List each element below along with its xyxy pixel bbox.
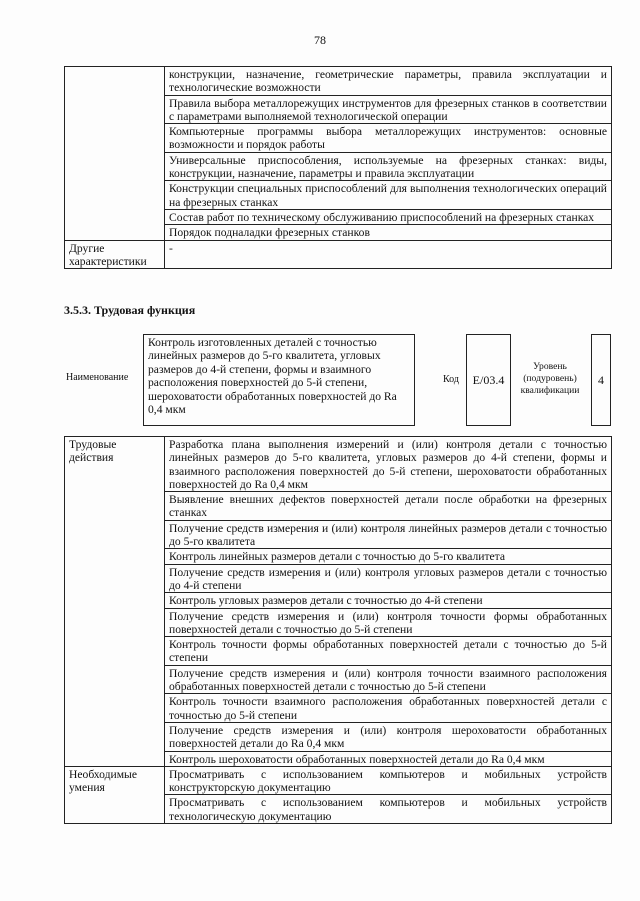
section-title: 3.5.3. Трудовая функция xyxy=(64,303,196,317)
skills-label: Необходимые умения xyxy=(65,766,165,823)
action-cell: Выявление внешних дефектов поверхностей детали после обработки на фрезерных станках xyxy=(165,492,612,521)
function-name-box: Контроль изготовленных деталей с точностью линейных размеров до 5-го квалитета, угловых размеров до 4-й степени, формы и взаимного расположения поверхностей до 5-й степени, шероховатости обработанных поверхностей до Ra 0,4 мкм xyxy=(143,334,415,426)
name-label: Наименование xyxy=(66,372,129,383)
knowledge-cell: Универсальные приспособления, используемые на фрезерных станках: виды, конструкции, назначение, параметры и правила эксплуатации xyxy=(165,152,612,181)
level-box: 4 xyxy=(591,334,611,426)
knowledge-table xyxy=(64,66,612,269)
action-cell: Получение средств измерения и (или) контроля линейных размеров детали с точностью до 5-го квалитета xyxy=(165,520,612,549)
page-number: 78 xyxy=(314,33,326,47)
action-cell: Получение средств измерения и (или) контроля угловых размеров детали с точностью до 4-й степени xyxy=(165,564,612,593)
knowledge-cell: Конструкции специальных приспособлений для выполнения технологических операций на фрезерных станках xyxy=(165,181,612,210)
level-label: Уровень (подуровень) квалификации xyxy=(520,361,580,396)
knowledge-cell: Компьютерные программы выбора металлорежущих инструментов: основные возможности и порядок работы xyxy=(165,124,612,153)
table-row xyxy=(65,766,612,795)
action-cell: Контроль линейных размеров детали с точностью до 5-го квалитета xyxy=(165,549,612,564)
action-cell: Получение средств измерения и (или) контроля точности взаимного расположения обработанных поверхностей детали с точностью до 5-й степени xyxy=(165,665,612,694)
knowledge-cell: Состав работ по техническому обслуживанию приспособлений на фрезерных станках xyxy=(165,209,612,224)
empty-label-cell xyxy=(65,67,165,241)
action-cell: Получение средств измерения и (или) контроля шероховатости обработанных поверхностей детали до Ra 0,4 мкм xyxy=(165,722,612,751)
other-characteristics-value: - xyxy=(165,240,612,269)
skill-cell: Просматривать с использованием компьютеров и мобильных устройств технологическую документацию xyxy=(165,795,612,824)
action-cell: Получение средств измерения и (или) контроля точности формы обработанных поверхностей детали с точностью до 5-й степени xyxy=(165,608,612,637)
other-characteristics-label: Другие характеристики xyxy=(65,240,165,269)
table-row xyxy=(65,240,612,269)
labor-actions-label: Трудовые действия xyxy=(65,437,165,767)
action-cell: Разработка плана выполнения измерений и (или) контроля детали с точностью линейных размеров до 5-го квалитета, угловых размеров до 4-й степени, формы и взаимного расположения поверхностей до 5-й степени, шероховатости обработанных поверхностей до Ra 0,4 мкм xyxy=(165,437,612,492)
action-cell: Контроль шероховатости обработанных поверхностей детали до Ra 0,4 мкм xyxy=(165,751,612,766)
actions-table xyxy=(64,436,612,824)
action-cell: Контроль угловых размеров детали с точностью до 4-й степени xyxy=(165,593,612,608)
knowledge-cell: конструкции, назначение, геометрические параметры, правила эксплуатации и технологические возможности xyxy=(165,67,612,96)
table-row xyxy=(65,437,612,492)
knowledge-cell: Правила выбора металлорежущих инструментов для фрезерных станков в соответствии с параметрами выполняемой технологической операции xyxy=(165,95,612,124)
code-box: E/03.4 xyxy=(466,334,511,426)
code-label: Код xyxy=(443,374,459,385)
action-cell: Контроль точности формы обработанных поверхностей детали с точностью до 5-й степени xyxy=(165,637,612,666)
table-row xyxy=(65,67,612,96)
skill-cell: Просматривать с использованием компьютеров и мобильных устройств конструкторскую документацию xyxy=(165,766,612,795)
action-cell: Контроль точности взаимного расположения обработанных поверхностей детали с точностью до 5-й степени xyxy=(165,694,612,723)
knowledge-cell: Порядок подналадки фрезерных станков xyxy=(165,225,612,240)
